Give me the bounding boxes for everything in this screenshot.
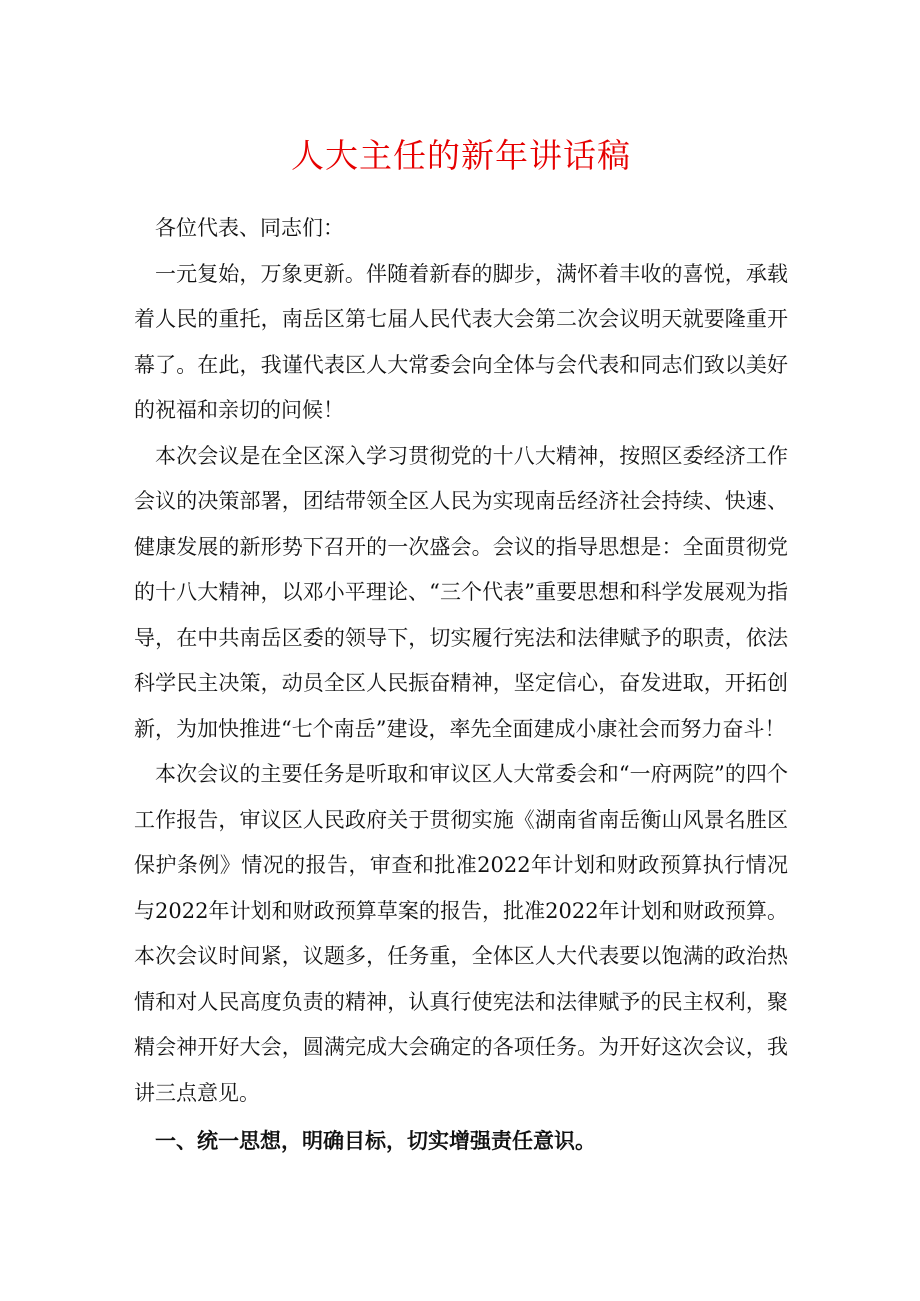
salutation: 各位代表、同志们： [155,216,344,240]
paragraph-2: 本次会议是在全区深入学习贯彻党的十八大精神，按照区委经济工作会议的决策部署，团结带领全区人民为实现南岳经济社会持续、快速、健康发展的新形势下召开的一次盛会。会议的指导思想是：全面贯彻党的十八大精神，以邓小平理论、“三个代表”重要思想和科学发展观为指导，在中共南岳区委的领导下，切实履行宪法和法律赋予的职责，依法科学民主决策，动员全区人民振奋精神，坚定信心，奋发进取，开拓创新，为加快推进“七个南岳”建设，率先全面建成小康社会而努力奋斗！ [134,443,788,741]
paragraph-3: 本次会议的主要任务是听取和审议区人大常委会和“一府两院”的四个工作报告，审议区人民政府关于贯彻实施《湖南省南岳衡山风景名胜区保护条例》情况的报告，审查和批准2022年计划和财政预算执行情况与2022年计划和财政预算草案的报告，批准2022年计划和财政预算。本次会议时间紧，议题多，任务重，全体区人大代表要以饱满的政治热情和对人民高度负责的精神，认真行使宪法和法律赋予的民主权利，聚精会神开好大会，圆满完成大会确定的各项任务。为开好这次会议，我讲三点意见。 [134,762,788,1105]
document-title: 人大主任的新年讲话稿 [291,136,631,175]
section-heading: 一、统一思想，明确目标，切实增强责任意识。 [155,1129,596,1153]
document-body [134,206,788,1165]
paragraph-1: 一元复始，万象更新。伴随着新春的脚步，满怀着丰收的喜悦，承载着人民的重托，南岳区第七届人民代表大会第二次会议明天就要隆重开幕了。在此，我谨代表区人大常委会向全体与会代表和同志们致以美好的祝福和亲切的问候！ [134,261,788,422]
